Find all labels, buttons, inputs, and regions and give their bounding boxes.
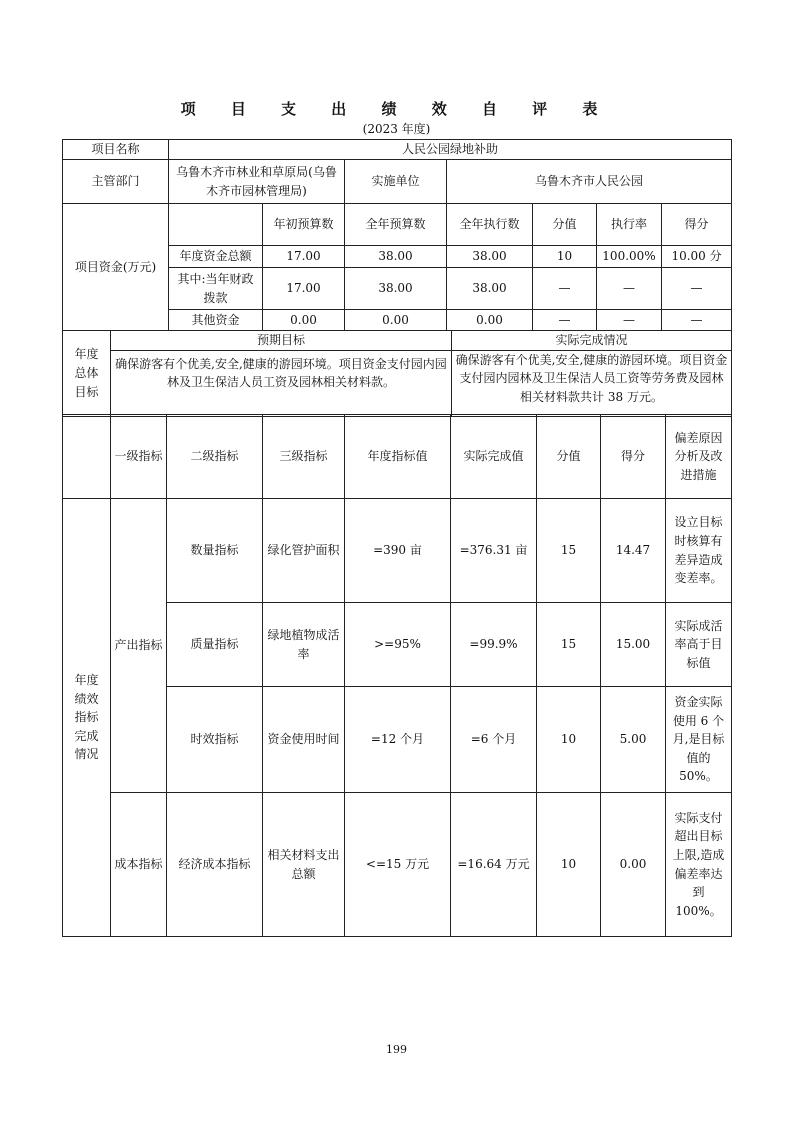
level3-cell: 资金使用时间 bbox=[263, 687, 345, 793]
target-cell: >=95% bbox=[345, 603, 451, 687]
level3-cell: 绿化管护面积 bbox=[263, 499, 345, 603]
target-cell: <=15 万元 bbox=[345, 793, 451, 937]
actual-cell: =99.9% bbox=[451, 603, 537, 687]
funds-row-label: 其他资金 bbox=[169, 310, 263, 331]
funds-cell: 10.00 分 bbox=[662, 246, 732, 268]
header-note: 偏差原因分析及改进措施 bbox=[666, 415, 732, 499]
funds-header-executed: 全年执行数 bbox=[447, 204, 533, 246]
actual-goal-header: 实际完成情况 bbox=[452, 331, 732, 351]
actual-cell: =376.31 亩 bbox=[451, 499, 537, 603]
funds-cell: 17.00 bbox=[263, 246, 345, 268]
note-cell: 设立目标时核算有差异造成变差率。 bbox=[666, 499, 732, 603]
funds-cell: 38.00 bbox=[447, 246, 533, 268]
funds-cell: — bbox=[662, 268, 732, 310]
target-cell: =12 个月 bbox=[345, 687, 451, 793]
indicators-header-blank bbox=[63, 415, 111, 499]
indicators-table bbox=[62, 414, 732, 937]
actual-cell: =16.64 万元 bbox=[451, 793, 537, 937]
funds-header-annual: 全年预算数 bbox=[345, 204, 447, 246]
funds-cell: — bbox=[533, 310, 597, 331]
annual-goals-table bbox=[62, 330, 732, 417]
header-target: 年度指标值 bbox=[345, 415, 451, 499]
project-name-value: 人民公园绿地补助 bbox=[169, 140, 732, 160]
expected-goal-text: 确保游客有个优美,安全,健康的游园环境。项目资金支付园内园林及卫生保洁人员工资及园林相关材料款。 bbox=[111, 350, 452, 416]
score-max-cell: 15 bbox=[537, 499, 601, 603]
funds-cell: — bbox=[662, 310, 732, 331]
funds-header-score: 得分 bbox=[662, 204, 732, 246]
funds-cell: 0.00 bbox=[345, 310, 447, 331]
funds-header-initial: 年初预算数 bbox=[263, 204, 345, 246]
level2-cell: 质量指标 bbox=[167, 603, 263, 687]
page-subtitle: (2023 年度) bbox=[362, 122, 431, 136]
header-actual: 实际完成值 bbox=[451, 415, 537, 499]
project-info-table bbox=[62, 139, 732, 331]
level1-cost: 成本指标 bbox=[111, 793, 167, 937]
level3-cell: 绿地植物成活率 bbox=[263, 603, 345, 687]
score-cell: 14.47 bbox=[601, 499, 666, 603]
header-level2: 二级指标 bbox=[167, 415, 263, 499]
funds-cell: 100.00% bbox=[597, 246, 662, 268]
level2-cell: 经济成本指标 bbox=[167, 793, 263, 937]
actual-goal-text: 确保游客有个优美,安全,健康的游园环境。项目资金支付园内园林及卫生保洁人员工资等劳务费及园林相关材料款共计 38 万元。 bbox=[452, 350, 732, 416]
funds-cell: 38.00 bbox=[447, 268, 533, 310]
project-name-label: 项目名称 bbox=[63, 140, 169, 160]
funds-cell: 17.00 bbox=[263, 268, 345, 310]
funds-cell: 10 bbox=[533, 246, 597, 268]
level2-cell: 时效指标 bbox=[167, 687, 263, 793]
score-cell: 0.00 bbox=[601, 793, 666, 937]
funds-header-rate: 执行率 bbox=[597, 204, 662, 246]
header-score-max: 分值 bbox=[537, 415, 601, 499]
impl-unit-value: 乌鲁木齐市人民公园 bbox=[447, 160, 732, 204]
funds-cell: 0.00 bbox=[447, 310, 533, 331]
funds-cell: — bbox=[597, 310, 662, 331]
score-cell: 15.00 bbox=[601, 603, 666, 687]
funds-cell: 38.00 bbox=[345, 246, 447, 268]
funds-header-blank bbox=[169, 204, 263, 246]
funds-row-label: 年度资金总额 bbox=[169, 246, 263, 268]
funds-cell: 0.00 bbox=[263, 310, 345, 331]
expected-goal-header: 预期目标 bbox=[111, 331, 452, 351]
note-cell: 实际成活率高于目标值 bbox=[666, 603, 732, 687]
impl-unit-label: 实施单位 bbox=[345, 160, 447, 204]
header-score: 得分 bbox=[601, 415, 666, 499]
level1-output: 产出指标 bbox=[111, 499, 167, 793]
actual-cell: =6 个月 bbox=[451, 687, 537, 793]
dept-value: 乌鲁木齐市林业和草原局(乌鲁木齐市园林管理局) bbox=[169, 160, 345, 204]
score-cell: 5.00 bbox=[601, 687, 666, 793]
score-max-cell: 10 bbox=[537, 793, 601, 937]
funds-label: 项目资金(万元) bbox=[63, 204, 169, 331]
dept-label: 主管部门 bbox=[63, 160, 169, 204]
note-cell: 资金实际使用 6 个月,是目标值的 50%。 bbox=[666, 687, 732, 793]
header-level3: 三级指标 bbox=[263, 415, 345, 499]
level3-cell: 相关材料支出总额 bbox=[263, 793, 345, 937]
funds-cell: 38.00 bbox=[345, 268, 447, 310]
funds-row-label: 其中:当年财政拨款 bbox=[169, 268, 263, 310]
page-title: 项 目 支 出 绩 效 自 评 表 bbox=[180, 100, 613, 118]
funds-cell: — bbox=[533, 268, 597, 310]
page-number: 199 bbox=[386, 1043, 407, 1056]
note-cell: 实际支付超出目标上限,造成偏差率达到 100%。 bbox=[666, 793, 732, 937]
indicators-section-label: 年度绩效指标完成情况 bbox=[63, 499, 111, 937]
funds-cell: — bbox=[597, 268, 662, 310]
score-max-cell: 15 bbox=[537, 603, 601, 687]
target-cell: =390 亩 bbox=[345, 499, 451, 603]
annual-goals-label: 年度总体目标 bbox=[63, 331, 111, 417]
score-max-cell: 10 bbox=[537, 687, 601, 793]
funds-header-score-max: 分值 bbox=[533, 204, 597, 246]
level2-cell: 数量指标 bbox=[167, 499, 263, 603]
header-level1: 一级指标 bbox=[111, 415, 167, 499]
